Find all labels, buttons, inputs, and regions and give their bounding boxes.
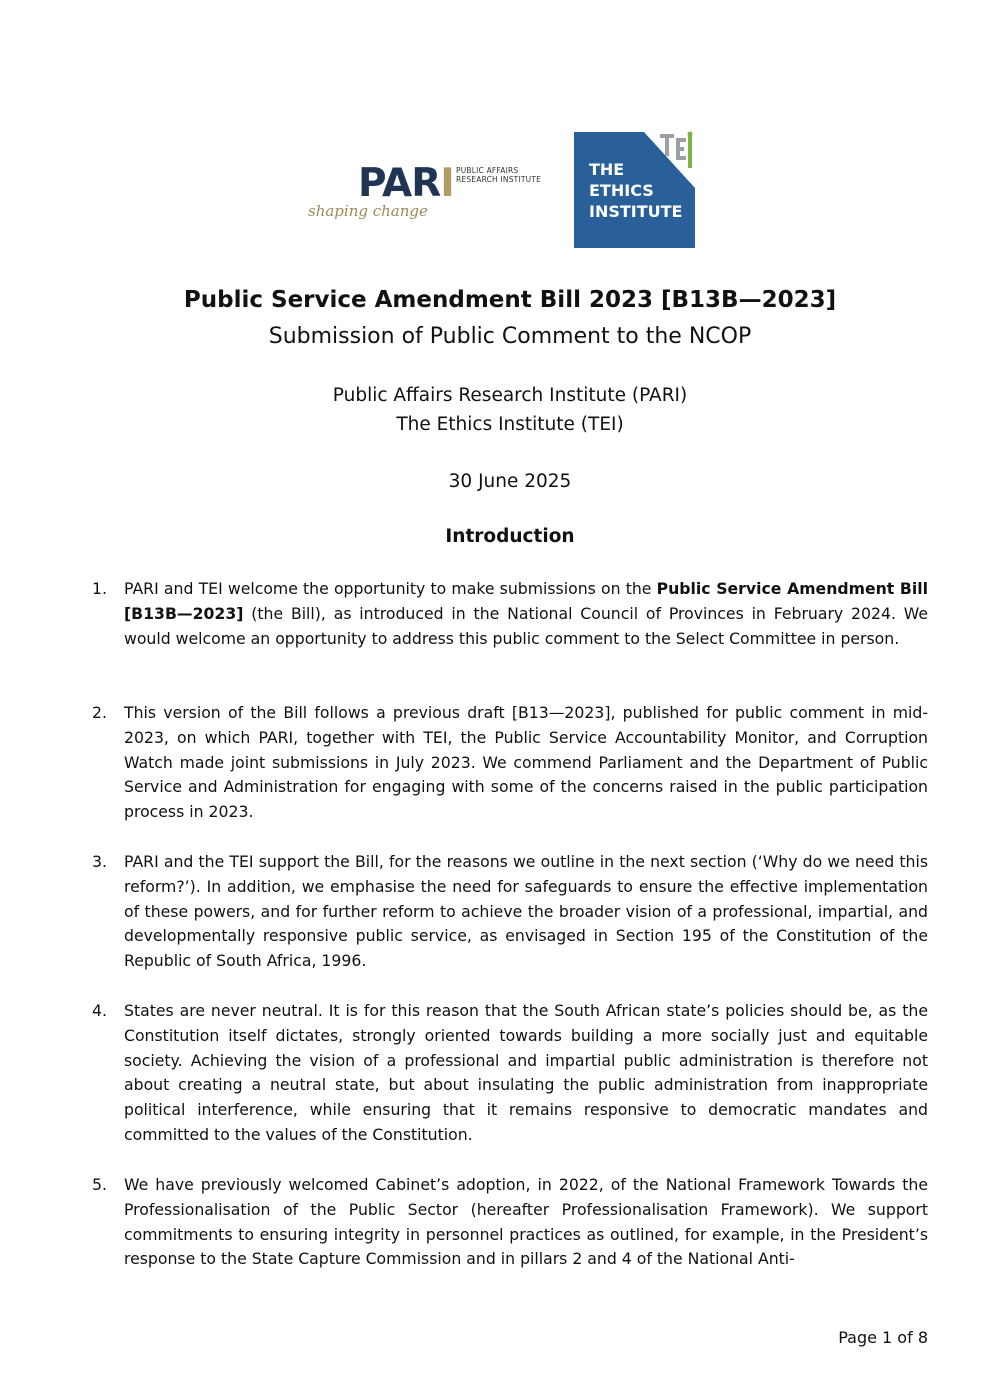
pari-tagline: shaping change: [308, 202, 428, 220]
tei-logo-text: THE ETHICS INSTITUTE: [589, 160, 683, 221]
paragraph-number: 1.: [92, 579, 107, 598]
pari-logo: [306, 158, 542, 228]
numbered-paragraph: 1. PARI and TEI welcome the opportunity to make submissions on the Public Service Amendment Bill [B13B—2023] (the Bill), as introduced in the National Council of Provinces in February 2024. We would welcome an opportunity to address this public comment to the Select Committee in person.: [92, 579, 928, 648]
pari-logo-subtitle: PUBLIC AFFAIRS RESEARCH INSTITUTE: [456, 166, 542, 184]
document-date: 30 June 2025: [448, 471, 572, 492]
section-heading: Introduction: [445, 526, 575, 547]
organisation-pari: Public Affairs Research Institute (PARI): [332, 385, 688, 406]
numbered-paragraph: 3. PARI and the TEI support the Bill, for the reasons we outline in the next section (‘Why do we need this reform?’). In addition, we emphasise the need for safeguards to ensure the effective implementation of these powers, and for further reform to achieve the broader vision of a professional, impartial, and developmentally responsive public service, as envisaged in Section 195 of the Constitution of the Republic of South Africa, 1996.: [92, 852, 928, 971]
paragraph-number: 2.: [92, 703, 107, 722]
numbered-paragraph: 4. States are never neutral. It is for this reason that the South African state’s policies should be, as the Constitution itself dictates, strongly oriented towards building a more socially just and equitable society. Achieving the vision of a professional and impartial public administration is therefore not about creating a neutral state, but about insulating the public administration from inappropriate political interference, while ensuring that it remains responsive to democratic mandates and committed to the values of the Constitution.: [92, 1001, 928, 1144]
numbered-paragraph: 2. This version of the Bill follows a previous draft [B13—2023], published for public comment in mid-2023, on which PARI, together with TEI, the Public Service Accountability Monitor, and Corruption Watch made joint submissions in July 2023. We commend Parliament and the Department of Public Service and Administration for engaging with some of the concerns raised in the public participation process in 2023.: [92, 703, 928, 822]
paragraph-number: 3.: [92, 852, 107, 871]
paragraph-number: 5.: [92, 1175, 107, 1194]
page-number: Page 1 of 8: [838, 1328, 928, 1347]
pari-wordmark: PARI: [358, 161, 454, 206]
organisation-tei: The Ethics Institute (TEI): [396, 414, 624, 435]
numbered-paragraph: 5. We have previously welcomed Cabinet’s adoption, in 2022, of the National Framework Towards the Professionalisation of the Public Sector (hereafter Professionalisation Framework). We support commitments to ensuring integrity in personnel practices as outlined, for example, in the President’s response to the State Capture Commission and in pillars 2 and 4 of the National Anti-: [92, 1175, 928, 1269]
document-subtitle: Submission of Public Comment to the NCOP: [268, 324, 752, 349]
bill-name: Public Service Amendment Bill [B13B—2023]: [124, 579, 928, 623]
paragraph-number: 4.: [92, 1001, 107, 1020]
document-title: Public Service Amendment Bill 2023 [B13B—2023]: [183, 287, 837, 313]
tei-logo: [570, 128, 700, 250]
